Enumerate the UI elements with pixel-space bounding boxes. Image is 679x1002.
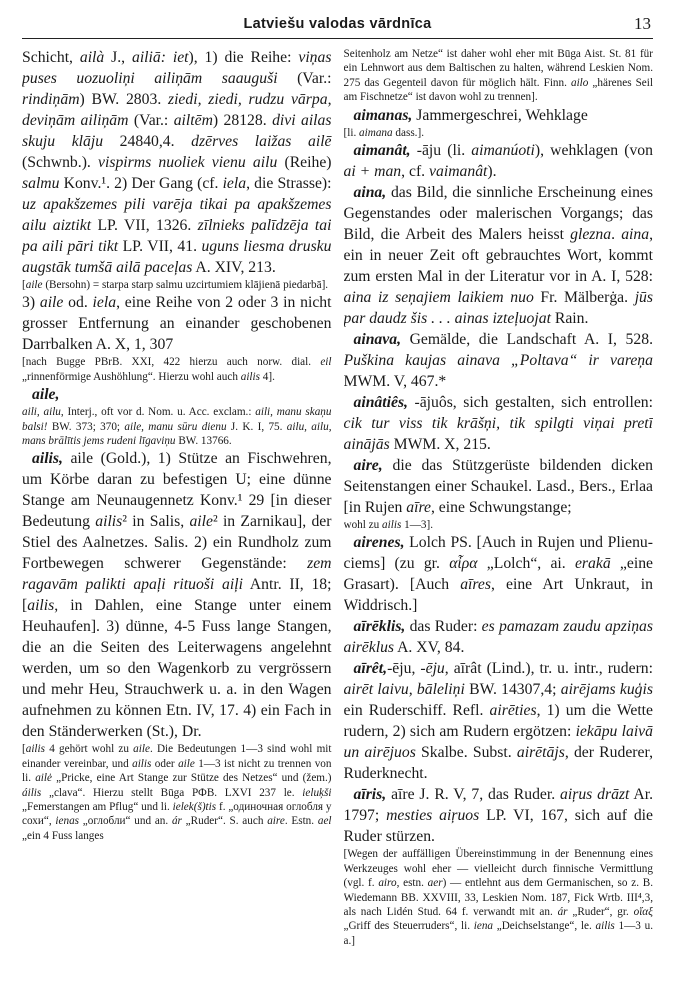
text-segment: . — [611, 226, 622, 244]
headword: ainâtiês, — [353, 394, 408, 412]
text-segment: es pamazam zaudu apziņas airēklus — [343, 618, 653, 657]
page-header — [22, 14, 653, 39]
text-segment: „оглобли“ und an. — [79, 815, 172, 828]
headword: aimanât, — [353, 142, 411, 160]
text-segment: oder — [151, 757, 179, 770]
headword: aīris, — [353, 786, 387, 804]
text-segment: „Pricke, eine Art Stange zur Stütze des Netzes“ und (žem.) — [51, 772, 332, 785]
text-segment: iena — [473, 920, 494, 933]
text-segment: ² in Salis, — [122, 513, 190, 531]
text-segment: . Estn. — [284, 815, 318, 828]
text-segment: 3) — [22, 294, 40, 312]
text-segment: iekāpu laivā un airējuos — [343, 723, 653, 762]
text-segment: , estn. — [396, 877, 428, 890]
entry-paragraph — [22, 292, 332, 355]
text-segment: od. — [63, 294, 93, 312]
text-segment: š — [267, 70, 274, 87]
text-segment: Fr. Mälberġa. — [533, 289, 635, 307]
text-segment: (Var.: — [128, 112, 174, 129]
text-segment: ieluķši — [302, 786, 332, 799]
text-segment: erakā — [574, 555, 611, 573]
right-column — [344, 47, 654, 1002]
text-segment: 24840,4. — [103, 133, 192, 150]
text-segment: [nach Bugge PBrB. XXI, 422 hierzu auch norw. dial. — [22, 356, 321, 369]
entry-paragraph — [344, 182, 654, 329]
text-segment: αἶρα — [449, 555, 478, 573]
text-segment: J., — [104, 49, 132, 66]
text-segment: aīre J. R. V, 7, das Ruder. — [386, 786, 561, 804]
etymology-note — [22, 355, 332, 384]
text-segment: ziedi, ziedi, rudzu vārpa, deviņām ailiņām — [22, 91, 332, 129]
text-segment: áilis — [22, 786, 42, 799]
text-segment: 1—3 ist nicht zu trennen von li. — [22, 757, 332, 785]
text-segment: ielek(š)tis — [172, 801, 217, 814]
text-segment: aimana — [359, 126, 393, 139]
text-segment: A. XIV, 213. — [192, 259, 276, 276]
text-segment: BW. 13766. — [175, 435, 232, 448]
text-segment: ailis — [595, 920, 615, 933]
headword: aile, — [32, 386, 60, 404]
text-segment: iela — [222, 175, 247, 192]
text-segment: iela — [92, 294, 117, 312]
text-segment: (Reihe) — [277, 154, 332, 171]
headword: aina, — [353, 184, 387, 202]
text-segment: (Bersohn) = starpa starp salmu uzcirtumiem klājienā piedarbā]. — [42, 279, 329, 291]
text-segment: ) 28128. — [212, 112, 273, 129]
text-segment: jūs par daudz šis . . . ainas izteļuojat — [343, 289, 653, 328]
text-segment: „Lolch“, ai. — [477, 555, 575, 573]
text-segment: „rinnenförmige Aushöhlung“. Hierzu wohl auch — [22, 370, 241, 383]
text-segment: „ein 4 Fuss langes — [22, 829, 104, 842]
headword: ailis, — [32, 450, 63, 468]
text-segment: „Ruder“. S. auch — [181, 815, 268, 828]
text-segment: MWM. V, 467.* — [343, 373, 447, 391]
text-segment: eil — [320, 356, 332, 369]
text-segment: mesties aiŗuos — [386, 807, 480, 825]
text-segment: aili, manu skaņu balsi! — [22, 406, 332, 433]
text-segment: -ēju — [420, 660, 445, 678]
text-segment: A. XV, 84. — [394, 639, 465, 657]
text-segment: uz apakšzemes pili varēja tikai pa apakšzemes ailu aiztikt — [22, 196, 332, 234]
text-segment: Antr. II, 18; [ — [22, 576, 332, 615]
text-segment: „Femerstangen am Pflug“ und li. — [22, 801, 173, 814]
entry-paragraph — [344, 329, 654, 392]
text-segment: ailis — [132, 757, 152, 770]
text-segment: , 1) um die Wette rudern, 2) sich am Rudern ergötzen: — [343, 702, 653, 741]
text-segment: i — [273, 70, 278, 87]
etymology-note — [344, 126, 654, 140]
text-segment: , eine Schwungstange; — [430, 499, 572, 517]
text-segment: aile — [178, 757, 195, 770]
text-segment: ailis — [95, 513, 123, 531]
text-segment: , Interj., oft vor d. Nom. u. Acc. exclam.: — [60, 406, 256, 419]
text-segment: die das Stützgerüste bildenden dicken Seitenstangen einer Schaukel. Lasd., Bers., Erlaa [in Rujen — [343, 457, 653, 517]
text-segment: [ — [22, 279, 26, 291]
text-segment: dass.]. — [392, 126, 424, 139]
entry-paragraph — [344, 392, 654, 455]
page-number: 13 — [634, 14, 651, 33]
text-segment: aile, manu sūru dienu — [124, 420, 227, 433]
text-segment: aimanúoti — [471, 142, 535, 160]
text-segment: , eine Reihe von 2 oder 3 in nicht grosser Entfernung an einander geschobenen Darrbalken A. X, 1, 307 — [22, 294, 332, 354]
text-segment: Rain. — [550, 310, 589, 328]
entry-paragraph — [344, 784, 654, 847]
left-column — [22, 47, 332, 1002]
text-segment: ), 1) die Reihe: — [188, 49, 299, 66]
text-segment: , aīrât (Lind.), tr. u. intr., rudern: — [444, 660, 653, 678]
text-segment: „härenes Seil am Fischnetze“ ist davon wohl zu trennen]. — [343, 76, 653, 104]
headword: airenes, — [353, 534, 405, 552]
etymology-note — [22, 278, 332, 292]
text-segment: ein Ruderschiff. Refl. — [343, 702, 490, 720]
text-segment: LP. VII, 1326. — [91, 217, 198, 234]
text-segment: airo — [378, 877, 397, 890]
headword: aimanas, — [353, 106, 413, 124]
two-column-body — [22, 47, 653, 1002]
text-segment: -ēju, — [387, 660, 421, 678]
text-segment: f. „одиночная оглобля у сохи“, — [22, 801, 332, 828]
text-segment: ár — [557, 906, 568, 919]
text-segment: aina iz seņajiem laikiem nuo — [343, 289, 534, 307]
etymology-note — [344, 847, 654, 948]
text-segment: airējams kuģis — [560, 681, 653, 699]
text-segment: BW. 373; 370; — [47, 420, 125, 433]
entry-paragraph — [344, 140, 654, 182]
etymology-note — [22, 742, 332, 843]
text-segment: (Var.: — [277, 70, 332, 87]
headword: aīrêt, — [353, 660, 388, 678]
text-segment: , die Strasse): — [246, 175, 332, 192]
headword: aīrēklis, — [353, 618, 406, 636]
text-segment: wohl zu — [343, 519, 383, 532]
text-segment: Seitenholz am Netze“ ist daher wohl eher mit Būga Aist. St. 81 für ein Lehnwort aus dem Baltischen zu halten, während Leskien Nom. 275 das Gegenteil davon für möglich hält. Finn. — [343, 48, 653, 89]
text-segment: 4 gehört wohl zu — [45, 743, 134, 756]
text-segment: Schicht, — [22, 49, 80, 66]
text-segment: aile — [39, 294, 64, 312]
text-segment: , ein in neuer Zeit oft gebrauchtes Wort, kommt zum ersten Mal in der Literatur vor in A. I, 528: — [343, 226, 653, 286]
text-segment: divi ailas skuju klāju — [22, 112, 332, 150]
text-segment: aile — [25, 279, 43, 291]
text-segment: „eine Grasart). [Auch — [343, 555, 653, 594]
text-segment: (Schwnb.). — [22, 154, 99, 171]
text-segment: ailis — [27, 597, 55, 615]
text-segment: airēties — [489, 702, 537, 720]
entry-paragraph — [22, 448, 332, 742]
text-segment: airēt laivu, bāleliņi — [343, 681, 465, 699]
text-segment: 1—3 u. a.] — [343, 920, 653, 947]
text-segment: BW. 14307,4; — [464, 681, 561, 699]
text-segment: , der Ruderer, Ruderknecht. — [343, 744, 653, 783]
text-segment: „Deichselstange“, le. — [493, 920, 596, 933]
text-segment: aile — [133, 743, 150, 756]
entry-paragraph — [22, 384, 332, 405]
text-segment: aīres — [460, 576, 491, 594]
text-segment: -ājuôs, sich gestalten, sich entrollen: — [407, 394, 653, 412]
entry-paragraph — [344, 532, 654, 616]
text-segment: aina — [621, 226, 650, 244]
text-segment: „Griff des Steuerruders“, li. — [343, 920, 474, 933]
entry-paragraph — [344, 105, 654, 126]
text-segment: rindiņām — [22, 91, 80, 108]
text-segment: ) BW. 2803. — [79, 91, 168, 108]
text-segment: dzērves laižas ailē — [191, 133, 332, 150]
text-segment: salmu — [22, 175, 60, 192]
text-segment: zem ragavām palikti apaļi rituoši aiļi — [22, 555, 332, 594]
text-segment: aiŗus drāzt — [560, 786, 630, 804]
text-segment: Gemälde, die Landschaft A. I, 528. — [401, 331, 653, 349]
headword: ainava, — [353, 331, 401, 349]
text-segment: Konv.¹. 2) Der Gang (cf. — [59, 175, 223, 192]
text-segment: ailis — [25, 743, 46, 756]
entry-paragraph — [22, 47, 332, 278]
text-segment: , cf. — [401, 163, 430, 181]
text-segment: ailo — [570, 76, 589, 89]
text-segment: cik tur viss tik krāšņi, tik spilgti viņai pretī ainājās — [343, 415, 653, 454]
text-segment: aile — [189, 513, 213, 531]
text-segment: , eine Art Unkraut, in Widdrisch.] — [343, 576, 653, 615]
text-segment: „clava“. Hierzu stellt Būga РФВ. LXVI 237 le. — [41, 786, 303, 799]
running-title: Latviešu valodas vārdnīca — [243, 16, 432, 32]
text-segment: MWM. X, 215. — [389, 436, 491, 454]
text-segment: οἴαξ — [633, 906, 653, 919]
text-segment: ) — entlehnt aus dem Germanischen, so z. B. Wiedemann BB. XXVIII, 33, Leskien Nom. 187, Fick Wrtb. III⁴,3, als nach Lidén Stud. 64 f. verwandt mit an. — [343, 877, 653, 919]
headword: aire, — [353, 457, 383, 475]
text-segment: ael — [317, 815, 332, 828]
text-segment: , in Dahlen, eine Stange unter einem Heuhaufen]. 3) dünne, 4-5 Fuss lange Stangen, die an die Seiten des Leiterwagens angelehnt werden, um so den Wagenkorb zu vergrössern und mehr Heu, Strauchwerk u. a. in den Wagen aufnehmen zu können Etn. IV, 17. 4) ein Fach in den Ständerwerken (St.), Dr. — [22, 597, 332, 741]
text-segment: Puškina kaujas ainava „Poltava“ ir vareņa — [343, 352, 653, 370]
text-segment: viņas puses uozuoliņi ailiņām saaugu — [22, 49, 332, 87]
text-segment: ), wehklagen (von — [534, 142, 653, 160]
text-segment: -āju (li. — [410, 142, 472, 160]
entry-paragraph — [344, 616, 654, 658]
etymology-note — [344, 518, 654, 532]
text-segment: vaimanât — [429, 163, 488, 181]
text-segment: das Bild, die sinnliche Erscheinung eines Gegenstandes oder malerischen Vorgangs; das Bild, die Arbeit des Malers heisst — [343, 184, 653, 244]
etymology-note — [344, 47, 654, 105]
text-segment: ailà — [79, 49, 105, 66]
text-segment: aīre — [406, 499, 431, 517]
text-segment: aire — [267, 815, 285, 828]
text-segment: aile (Gold.), 1) Stütze an Fischwehren, um Körbe daran zu befestigen U; eine dünne Stange am Neunaugennetz Konv.¹ 29 [in dieser Bedeutung — [22, 450, 332, 531]
text-segment: [Wegen der auffälligen Übereinstimmung in der Benennung eines Werkzeuges wohl eher — vielleicht durch finnische Vermittlung (vgl. f. — [343, 848, 653, 890]
entry-paragraph — [344, 455, 654, 518]
text-segment: ailis — [240, 370, 260, 383]
text-segment: LP. VI, 167, sich auf die Ruder stürzen. — [343, 807, 653, 846]
text-segment: ailiā: iet — [131, 49, 189, 66]
text-segment: J. K. I, 75. — [226, 420, 287, 433]
text-segment: 4]. — [260, 370, 275, 383]
text-segment: [li. — [343, 126, 360, 139]
text-segment: ailis — [382, 519, 402, 532]
text-segment: vispirms nuoliek vienu ailu — [98, 154, 278, 171]
text-segment: ). — [487, 163, 497, 181]
text-segment: ² in Zarnikau], der Stiel des Aalnetzes. Salis. 2) ein Rundholz zum Fortbewegen schwerer Gegenstände: — [22, 513, 332, 573]
entry-paragraph — [344, 658, 654, 784]
etymology-note — [22, 405, 332, 448]
text-segment: ailu, ailu, mans brālītis jems rudeni līgaviņu — [22, 420, 332, 448]
text-segment: ailė — [35, 772, 52, 785]
text-segment: LP. VII, 41. — [118, 238, 202, 255]
text-segment: Skalbe. Subst. — [415, 744, 517, 762]
text-segment: ailtēm — [173, 112, 213, 129]
text-segment: das Ruder: — [405, 618, 482, 636]
text-segment: zīlnieks palīdzēja tai pa aili pāri tikt — [22, 217, 332, 255]
text-segment: uguns liesma drusku augstāk tumšā ailā paceļas — [22, 238, 332, 276]
text-segment: Jammergeschrei, Wehklage — [412, 106, 588, 124]
text-segment: „Ruder“, gr. — [567, 906, 634, 919]
text-segment: glezna — [570, 226, 612, 244]
text-segment: aili, ailu — [22, 406, 61, 419]
text-segment: Lolch PS. [Auch in Rujen und Plienu-ciems] (zu gr. — [343, 534, 653, 573]
text-segment: Ar. 1797; — [343, 786, 653, 825]
text-segment: airētājs — [516, 744, 565, 762]
text-segment: 1—3]. — [401, 519, 434, 532]
text-segment: ai + man — [343, 163, 402, 181]
text-segment: . Die Bedeutungen 1—3 sind wohl mit einander vereinbar, und — [22, 743, 332, 770]
text-segment: ár — [171, 815, 182, 828]
text-segment: aer — [427, 877, 443, 890]
text-segment: ienas — [55, 815, 80, 828]
text-segment: [ — [22, 743, 26, 756]
